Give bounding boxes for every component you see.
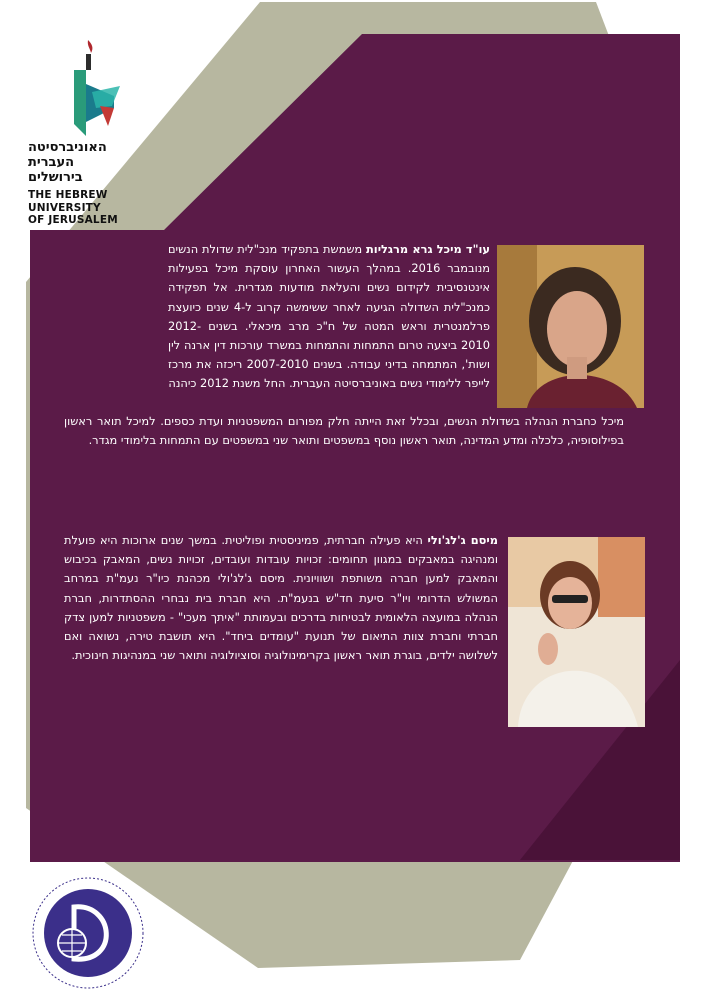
logo-hebrew-2: העברית xyxy=(28,155,75,170)
bio-maisam-name: מיסם ג'לג'ולי xyxy=(427,533,498,547)
logo-hebrew-3: בירושלים xyxy=(28,170,83,185)
bio-michal-name: עו"ד מיכל גרא מרגליות xyxy=(366,242,491,256)
logo-mark-icon xyxy=(56,36,126,136)
logo-english xyxy=(24,189,144,227)
portrait-maisam xyxy=(508,537,645,727)
portrait-michal xyxy=(497,245,644,408)
logo-english-1: THE HEBREW xyxy=(28,189,108,201)
seal-logo xyxy=(28,873,148,993)
logo-english-2: UNIVERSITY xyxy=(28,201,101,214)
university-logo xyxy=(24,36,144,227)
logo-english-3: OF JERUSALEM xyxy=(28,214,118,226)
bio-maisam xyxy=(64,531,498,665)
bio-michal-top xyxy=(168,240,490,394)
bio-maisam-text: היא פעילה חברתית, פמיניסטית ופוליטית. במשך שנים ארוכות היא פועלת ומנהיגה במאבקים במגוון תחומים: זכויות עובדות ועובדים, זכויות נשים, המאבק בכיבוש והמאבק למען חברה משותפת ושוויונית. מיסם ג'לג'ולי מכהנת כיו"ר נעמ"ת במרחב המשולש הדרומי ויו"ר סיעת חד"ש בנעמ"ת. היא חברת בית נבחרי ההסתדרות, חברת הנהלה במועצה הלאומית לבטיחות בדרכים ובעמותת "איתך מעכי" - משפטניות למען צדק חברתי וחברת צוות התיאום של תנועת "עומדים ביחד". היא תושבת טירה, נשואה ואם לשלושה ילדים, בוגרת תואר ראשון בקרימינולוגיה וסוציולוגיה ותואר שני במנהיגות חינוכית. xyxy=(64,533,498,663)
bio-michal-bottom: מיכל כחברת הנהלה בשדולת הנשים, ובכלל זאת הייתה חלק מפורום המשפטניות ועדת כספים. למיכל תואר ראשון בפילוסופיה, כלכלה ומדע המדינה, תואר ראשון נוסף במשפטים ותואר שני במשפטים עם התמחות בלימודי מגדר. xyxy=(64,414,624,448)
logo-hebrew-1: האוניברסיטה xyxy=(28,140,107,155)
bio-michal-text-top: משמשת בתפקיד מנכ"לית שדולת הנשים מנובמבר 2016. במהלך העשור האחרון עוסקת מיכל בפעילות אינטנסיבית לקידום נשים והעלאת מודעות מגדרית. אל תפקידה כמנכ"לית השדולה הגיעה לאחר ששימשה קרוב ל-4 שנים כיועצת פרלמנטרית וראש המטה של ח"כ מרב מיכאלי. בשנים 2012-2010 ביצעה טרום התמחות והתמחות במשרד עורכות דין ארנה לין ושות', המתמחה בדיני עבודה. בשנים 2007-2010 ריכזה את מרכז לייפר ללימודי נשים באוניברסיטה העברית. החל משנת 2012 כיהנה xyxy=(168,242,491,391)
